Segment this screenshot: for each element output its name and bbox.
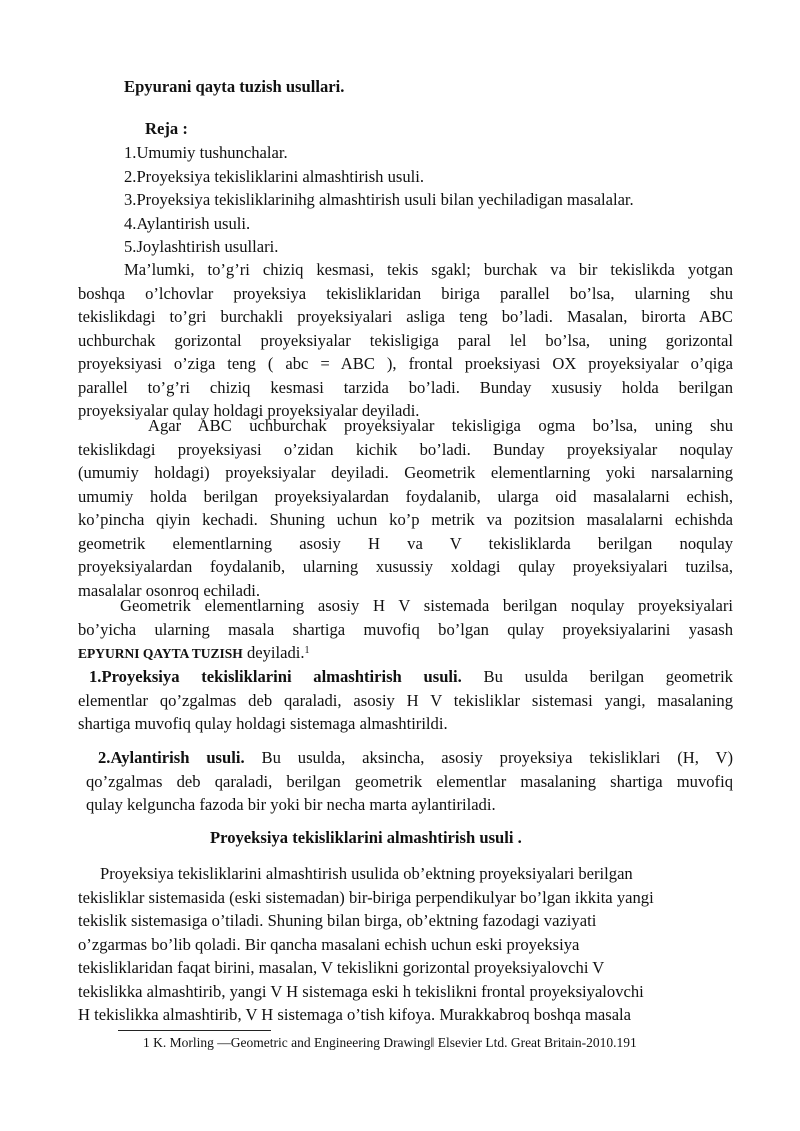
paragraph-line: tekisliklar sistemasida (eski sistemadan) bir-biriga perpendikulyar bo’lgan ikkita yangi xyxy=(78,887,654,907)
paragraph-line: proyeksiyalar qulay holdagi proyeksiyalar deyiladi. xyxy=(78,401,420,420)
paragraph-line: uchburchak gorizontal proyeksiyalar tekisligiga paral lel bo’lsa, uning gorizontal xyxy=(78,330,733,350)
paragraph-line: H tekislikka almashtirib, V H sistemaga o’tish kifoya. Murakkabroq boshqa masala xyxy=(78,1005,632,1024)
section-paragraph xyxy=(78,862,718,1027)
paragraph-line: boshqa o’lchovlar proyeksiya tekisliklaridan biriga parallel bo’lsa, ularning shu xyxy=(78,283,733,303)
second-paragraph xyxy=(78,414,733,602)
paragraph-line: Proyeksiya tekisliklarini almashtirish usulida ob’ektning proyeksiyalari berilgan xyxy=(100,864,633,883)
paragraph-line: parallel to’g’ri chiziq kesmasi tarzida bo’ladi. Bunday xususiy holda berilgan xyxy=(78,377,733,397)
paragraph-line xyxy=(78,665,733,689)
paragraph-line: umumiy holda berilgan proyeksiyalardan foydalanib, ularga oid masalalarni echish, xyxy=(78,486,733,506)
paragraph-line: qulay kelguncha fazoda bir yoki bir necha marta aylantiriladi. xyxy=(86,795,496,814)
intro-paragraph xyxy=(78,258,733,423)
paragraph-line: tekislik sistemasiga o’tiladi. Shuning bilan birga, ob’ektning fazodagi vaziyati xyxy=(78,911,597,930)
paragraph-line: proyeksiyasi o’ziga teng ( abc = ABC ), frontal proeksiyasi OX proyeksiyalar o’qiga xyxy=(78,354,733,373)
method-1-text: Bu usulda berilgan geometrik xyxy=(461,667,733,686)
paragraph-line: (umumiy holdagi) proyeksiyalar deyiladi. Geometrik elementlarning yoki narsalarning xyxy=(78,463,733,482)
paragraph-line: tekislikka almashtirib, yangi V H sistemaga eski h tekislikni frontal proyeksiyalovchi xyxy=(78,981,644,1001)
paragraph-line: tekislikdagi to’gri burchakli proyeksiyalari asliga teng bo’ladi. Masalan, birorta ABC xyxy=(78,307,733,326)
paragraph-line: elementlar qo’zgalmas deb qaraladi, asosiy H V tekisliklar sistemasi yangi, masalaning xyxy=(78,690,733,710)
page-title: Epyurani qayta tuzish usullari. xyxy=(124,77,345,96)
plan-item: 1.Umumiy tushunchalar. xyxy=(124,143,288,162)
paragraph-line: o’zgarmas bo’lib qoladi. Bir qancha masalani echish uchun eski proyeksiya xyxy=(78,934,580,954)
paragraph-line: ko’pincha qiyin kechadi. Shuning uchun ko’p metrik va pozitsion masalalarni echishda xyxy=(78,510,733,529)
paragraph-line xyxy=(86,746,733,770)
plan-item: 3.Proyeksiya tekisliklarinihg almashtirish usuli bilan yechiladigan masalalar. xyxy=(124,190,634,209)
plan-list xyxy=(124,141,634,259)
method-2-text: Bu usulda, aksincha, asosiy proyeksiya tekisliklari (H, V) xyxy=(244,748,733,767)
paragraph-line: tekisliklaridan faqat birini, masalan, V tekislikni gorizontal proyeksiyalovchi V xyxy=(78,958,605,977)
footnote: 1 K. Morling —Geometric and Engineering Drawing‖ Elsevier Ltd. Great Britain-2010.191 xyxy=(143,1035,637,1050)
method-1-paragraph xyxy=(78,665,733,736)
plan-item: 2.Proyeksiya tekisliklarini almashtirish usuli. xyxy=(124,166,425,186)
footnote-marker: 1 xyxy=(304,645,310,656)
plan-item: 5.Joylashtirish usullari. xyxy=(124,237,279,256)
paragraph-line xyxy=(78,641,733,666)
paragraph-line: shartiga muvofiq qulay holdagi sistemaga almashtirildi. xyxy=(78,714,448,733)
paragraph-line: geometrik elementlarning asosiy H va V tekisliklarda berilgan noqulay xyxy=(78,533,733,553)
term-tail: deyiladi. xyxy=(242,643,305,662)
footnote-divider xyxy=(118,1030,271,1031)
paragraph-line: Agar ABC uchburchak proyeksiyalar tekisligiga ogma bo’lsa, uning shu xyxy=(148,416,733,435)
paragraph-line: bo’yicha ularning masala shartiga muvofiq bo’lgan qulay proyeksiyalarini yasash xyxy=(78,619,733,639)
paragraph-line: Ma’lumki, to’g’ri chiziq kesmasi, tekis sgakl; burchak va bir tekislikda yotgan xyxy=(124,260,733,279)
paragraph-line: Geometrik elementlarning asosiy H V sistemada berilgan noqulay proyeksiyalari xyxy=(120,596,733,615)
paragraph-line: qo’zgalmas deb qaraladi, berilgan geometrik elementlar masalaning shartiga muvofiq xyxy=(86,771,733,791)
paragraph-line: masalalar osonroq echiladi. xyxy=(78,580,261,600)
plan-item: 4.Aylantirish usuli. xyxy=(124,213,251,233)
method-1-label: 1.Proyeksiya tekisliklarini almashtirish usuli. xyxy=(89,667,462,686)
method-2-paragraph xyxy=(86,746,733,817)
plan-label: Reja : xyxy=(145,119,188,138)
section-heading: Proyeksiya tekisliklarini almashtirish usuli . xyxy=(210,828,522,847)
paragraph-line: tekislikdagi proyeksiyasi o’zidan kichik bo’ladi. Bunday proyeksiyalar noqulay xyxy=(78,439,733,459)
key-term: EPYURNI QAYTA TUZISH xyxy=(78,646,243,661)
method-2-label: 2.Aylantirish usuli. xyxy=(98,748,245,767)
third-paragraph xyxy=(78,594,733,666)
paragraph-line: proyeksiyalardan foydalanib, ularning xusussiy xoldagi qulay proyeksiyalari tuzilsa, xyxy=(78,557,733,576)
